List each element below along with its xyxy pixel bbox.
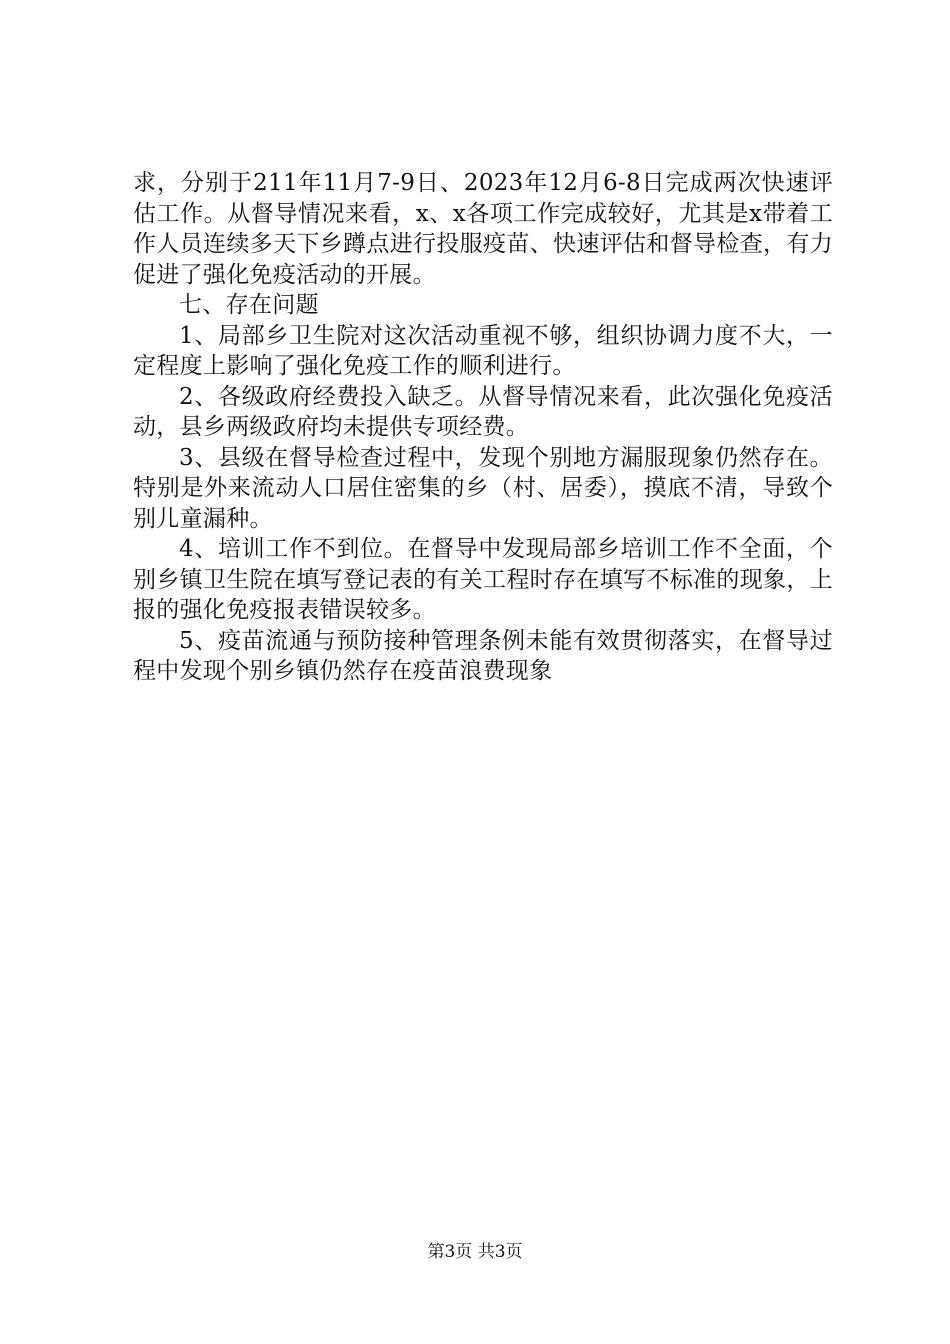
paragraph-problem-5: 5、疫苗流通与预防接种管理条例未能有效贯彻落实，在督导过程中发现个别乡镇仍然存在疫苗浪费现象: [133, 627, 833, 684]
paragraph-problem-3: 3、县级在督导检查过程中，发现个别地方漏服现象仍然存在。特别是外来流动人口居住密集的乡（村、居委），摸底不清，导致个别儿童漏种。: [133, 444, 833, 532]
document-body: [133, 168, 833, 687]
paragraph-problem-2: 2、各级政府经费投入缺乏。从督导情况来看，此次强化免疫活动，县乡两级政府均未提供专项经费。: [133, 383, 833, 440]
paragraph-problem-1: 1、局部乡卫生院对这次活动重视不够，组织协调力度不大，一定程度上影响了强化免疫工作的顺利进行。: [133, 322, 833, 379]
section-heading-problems: 七、存在问题: [179, 292, 319, 318]
page-number-footer: 第3页 共3页: [427, 1242, 523, 1262]
paragraph-problem-4: 4、培训工作不到位。在督导中发现局部乡培训工作不全面，个别乡镇卫生院在填写登记表的有关工程时存在填写不标准的现象，上报的强化免疫报表错误较多。: [133, 536, 833, 623]
paragraph-continuation: 求，分别于211年11月7-9日、2023年12月6-8日完成两次快速评估工作。从督导情况来看，x、x各项工作完成较好，尤其是x带着工作人员连续多天下乡蹲点进行投服疫苗、快速评估和督导检查，有力促进了强化免疫活动的开展。: [133, 170, 833, 288]
